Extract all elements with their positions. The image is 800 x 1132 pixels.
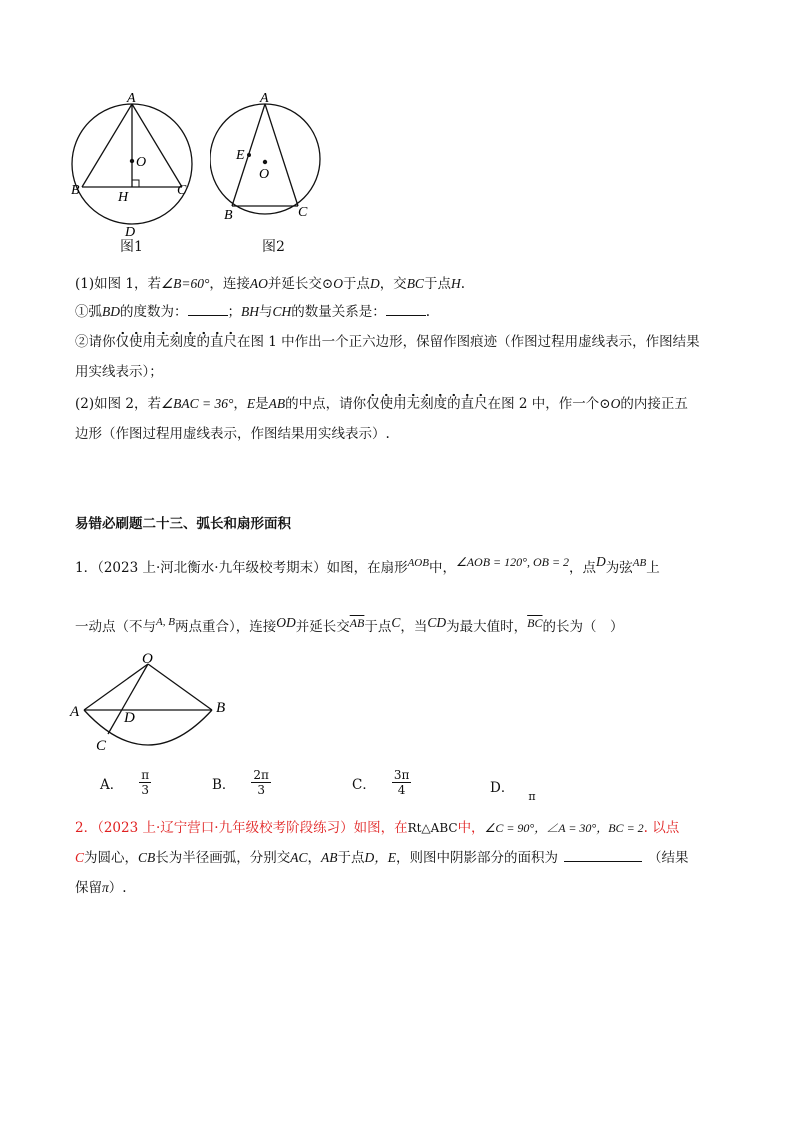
fig2-center-dot (263, 160, 267, 164)
fig1-label-b: B (71, 183, 80, 198)
fig3-label-a: A (70, 704, 80, 720)
emphasis-dots-2: 仅使用无刻度的直尺 (366, 393, 488, 412)
q2-line2: C为圆心，CB长为半径画弧，分别交AC，AB于点D，E，则图中阴影部分的面积为 （结果 (75, 850, 689, 866)
fig1-label-a: A (127, 91, 136, 106)
fig2-label-e: E (236, 148, 245, 163)
fig2-side-ac (265, 104, 298, 206)
fig2-label-a: A (260, 91, 269, 106)
section-title: 易错必刷题二十三、弧长和扇形面积 (75, 516, 291, 532)
fig3-label-b: B (216, 700, 226, 716)
option-d[interactable]: D．$_\pi$ (490, 780, 536, 803)
q1-line1: 1．（2023 上·河北衡水·九年级校考期末）如图，在扇形$^{AOB}$中，∠AOB = 120°, OB = 2，点D为弦$^{AB}$上 (75, 554, 660, 576)
fig1-center-dot (130, 159, 134, 163)
fig2-caption: 图2 (262, 239, 285, 255)
fig1-side-ac (132, 104, 182, 187)
sector-radius-ob (148, 664, 212, 710)
answer-blank-shaded-area[interactable] (564, 848, 642, 862)
prev-part1-line: (1)如图 1，若∠B=60°，连接AO并延长交⊙O于点D，交BC于点H. (75, 276, 465, 292)
fig3-label-c: C (96, 738, 107, 754)
fig2-label-c: C (298, 205, 308, 220)
fig2-midpoint-e (247, 153, 251, 157)
fig1-label-d: D (125, 225, 136, 240)
q2-line3: 保留π）. (75, 880, 127, 896)
option-b[interactable]: B． $\frac{2\pi}{3}$ (212, 768, 269, 797)
fig3-label-o: O (142, 651, 153, 667)
fig1-label-h: H (118, 190, 129, 205)
figure-2 (210, 88, 340, 228)
answer-blank-arc-bd[interactable] (188, 302, 228, 316)
fig1-side-ab (82, 104, 132, 187)
fig2-label-o: O (259, 167, 270, 182)
q2-line1: 2．（2023 上·辽宁营口·九年级校考阶段练习）如图，在Rt△ABC中，∠C = 90°，∠A = 30°，BC = 2. 以点 (75, 820, 680, 836)
sector-radius-oa (84, 664, 148, 710)
q1-line2: 一动点（不与$^{A, B}$两点重合），连接OD并延长交$\overline{AB}$于点C，当CD为最大值时，$\overline{BC}$的长为（ ） (75, 615, 624, 635)
fig1-caption: 图1 (120, 239, 143, 255)
fig2-circle (210, 104, 320, 214)
emphasis-dots: 仅使用无刻度的直尺 (116, 331, 238, 350)
prev-part2-line: (2)如图 2，若∠BAC = 36°，E是AB的中点，请你仅使用无刻度的直尺在图 2 中，作一个⊙O的内接正五 (75, 394, 688, 414)
fig1-right-angle-mark (132, 180, 139, 187)
prev-q1-line: ①弧BD的度数为： ；BH与CH的数量关系是： . (75, 304, 431, 320)
option-c[interactable]: C． $\frac{3\pi}{4}$ (352, 768, 410, 797)
prev-q2-line2: 用实线表示）； (75, 364, 163, 380)
fig1-label-c: C (177, 183, 187, 198)
figure-sector (66, 650, 236, 760)
answer-blank-bh-ch[interactable] (386, 302, 426, 316)
prev-q2-line: ②请你仅使用无刻度的直尺在图 1 中作出一个正六边形，保留作图痕迹（作图过程用虚线表示，作图结果 (75, 332, 700, 352)
fig1-label-o: O (136, 155, 147, 170)
figure-1 (60, 88, 210, 258)
fig3-label-d: D (124, 710, 135, 726)
fig2-label-b: B (224, 208, 233, 223)
prev-part2-line2: 边形（作图过程用虚线表示，作图结果用实线表示）. (75, 426, 390, 442)
option-a[interactable]: A． $\frac{\pi}{3}$ (100, 768, 150, 797)
